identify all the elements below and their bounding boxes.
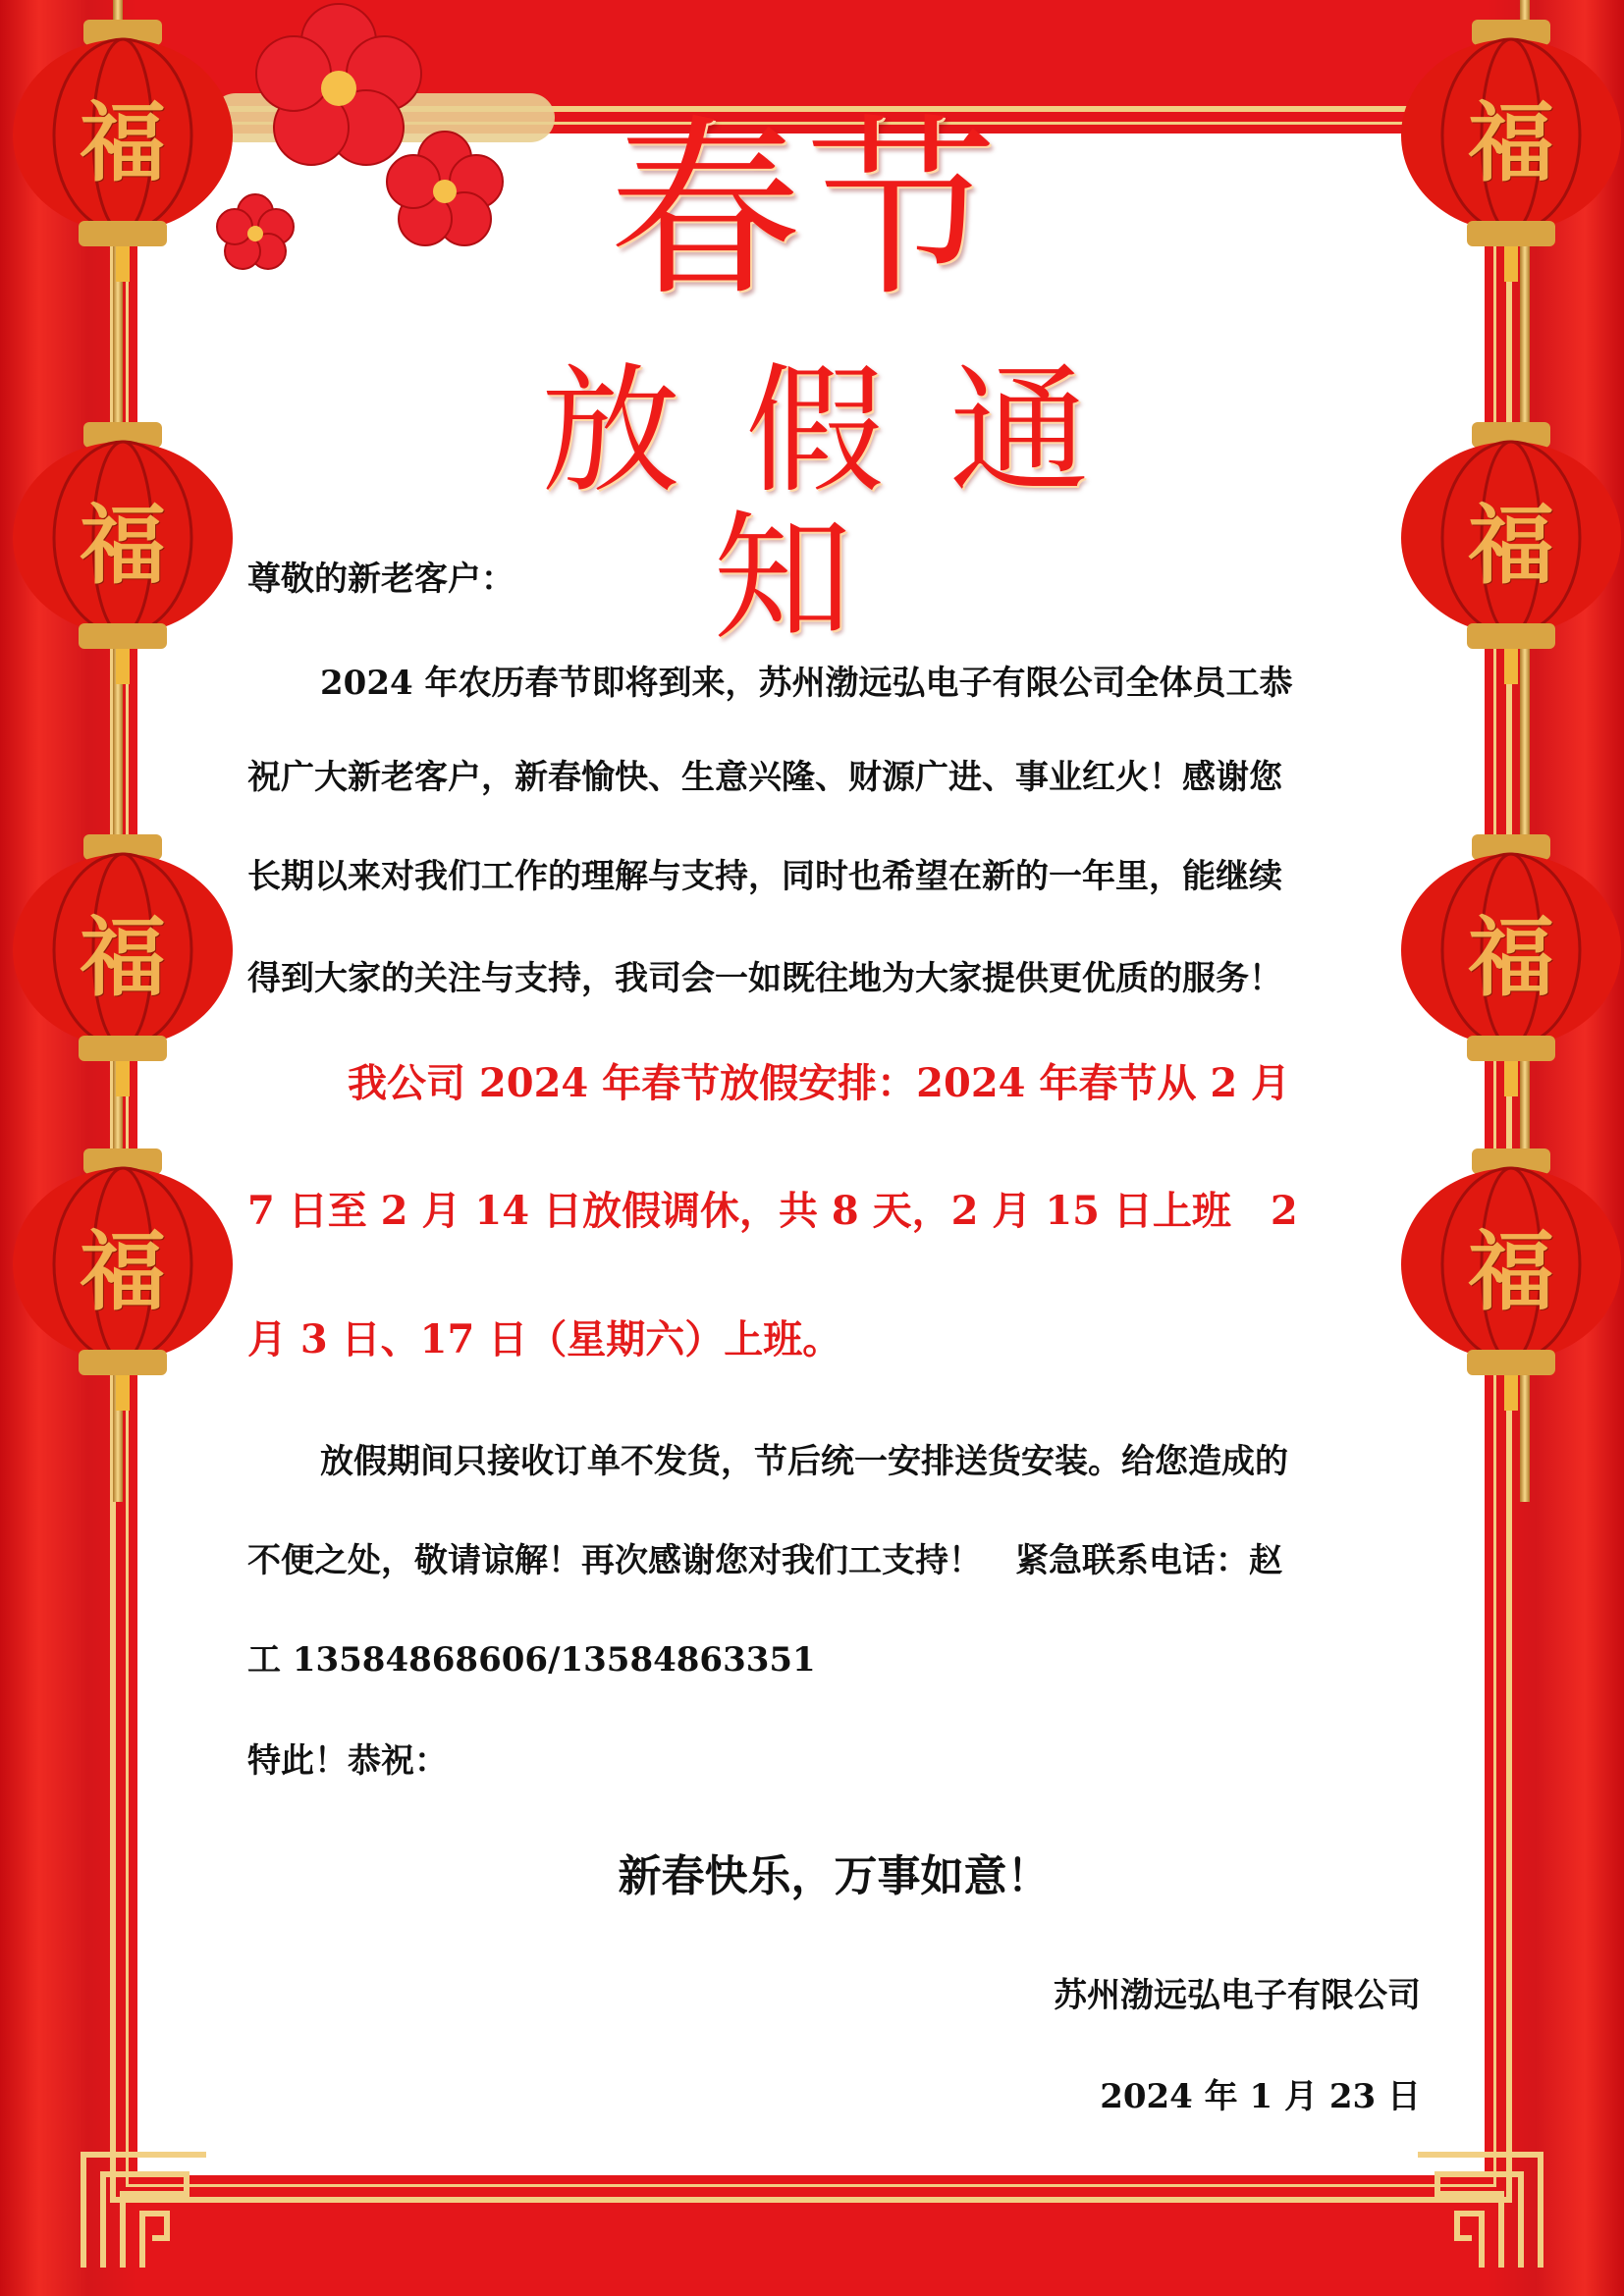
fu-character: 福 [79, 494, 166, 596]
lantern-right-3 [1398, 834, 1624, 1099]
title-holiday-notice: 放假通知 [541, 350, 1154, 660]
lantern-right-2 [1398, 422, 1624, 687]
lantern-left-3 [10, 834, 236, 1099]
notice-date: 2024 年 1 月 23 日 [1100, 2077, 1421, 2116]
closing-line: 特此！恭祝： [247, 1741, 448, 1781]
paragraph-1-line-3: 长期以来对我们工作的理解与支持，同时也希望在新的一年里，能继续 [247, 857, 1282, 896]
paragraph-1-line-1: 2024 年农历春节即将到来，苏州渤远弘电子有限公司全体员工恭 [320, 664, 1293, 703]
lantern-right-1 [1398, 20, 1624, 285]
fu-character: 福 [1467, 906, 1554, 1008]
lantern-left-2 [10, 422, 236, 687]
fu-character: 福 [1467, 91, 1554, 193]
schedule-line-2: 7 日至 2 月 14 日放假调休，共 8 天，2 月 15 日上班 2 [247, 1188, 1298, 1234]
lantern-left-1 [10, 20, 236, 285]
lantern-right-4 [1398, 1148, 1624, 1414]
fu-character: 福 [1467, 1220, 1554, 1322]
corner-fret-bottom-right [1398, 2135, 1545, 2272]
fu-character: 福 [79, 91, 166, 193]
fu-character: 福 [79, 1220, 166, 1322]
title-spring-festival: 春节 [608, 99, 1001, 323]
lantern-left-4 [10, 1148, 236, 1414]
schedule-line-3: 月 3 日、17 日（星期六）上班。 [247, 1316, 842, 1362]
schedule-line-1: 我公司 2024 年春节放假安排：2024 年春节从 2 月 [348, 1060, 1291, 1106]
fu-character: 福 [1467, 494, 1554, 596]
corner-fret-bottom-left [79, 2135, 226, 2272]
greeting-line: 尊敬的新老客户： [247, 560, 514, 599]
new-year-wish: 新春快乐，万事如意！ [618, 1851, 1051, 1901]
company-signature: 苏州渤远弘电子有限公司 [1054, 1976, 1421, 2015]
paragraph-2-line-1: 放假期间只接收订单不发货，节后统一安排送货安装。给您造成的 [320, 1442, 1288, 1481]
plum-blossom-decoration [182, 0, 574, 285]
fu-character: 福 [79, 906, 166, 1008]
paragraph-2-line-2: 不便之处，敬请谅解！再次感谢您对我们工支持！ 紧急联系电话：赵 [247, 1541, 1282, 1580]
paragraph-1-line-2: 祝广大新老客户，新春愉快、生意兴隆、财源广进、事业红火！感谢您 [247, 758, 1282, 797]
paragraph-1-line-4: 得到大家的关注与支持，我司会一如既往地为大家提供更优质的服务！ [247, 959, 1282, 998]
paragraph-2-line-3: 工 13584868606/13584863351 [247, 1640, 816, 1680]
